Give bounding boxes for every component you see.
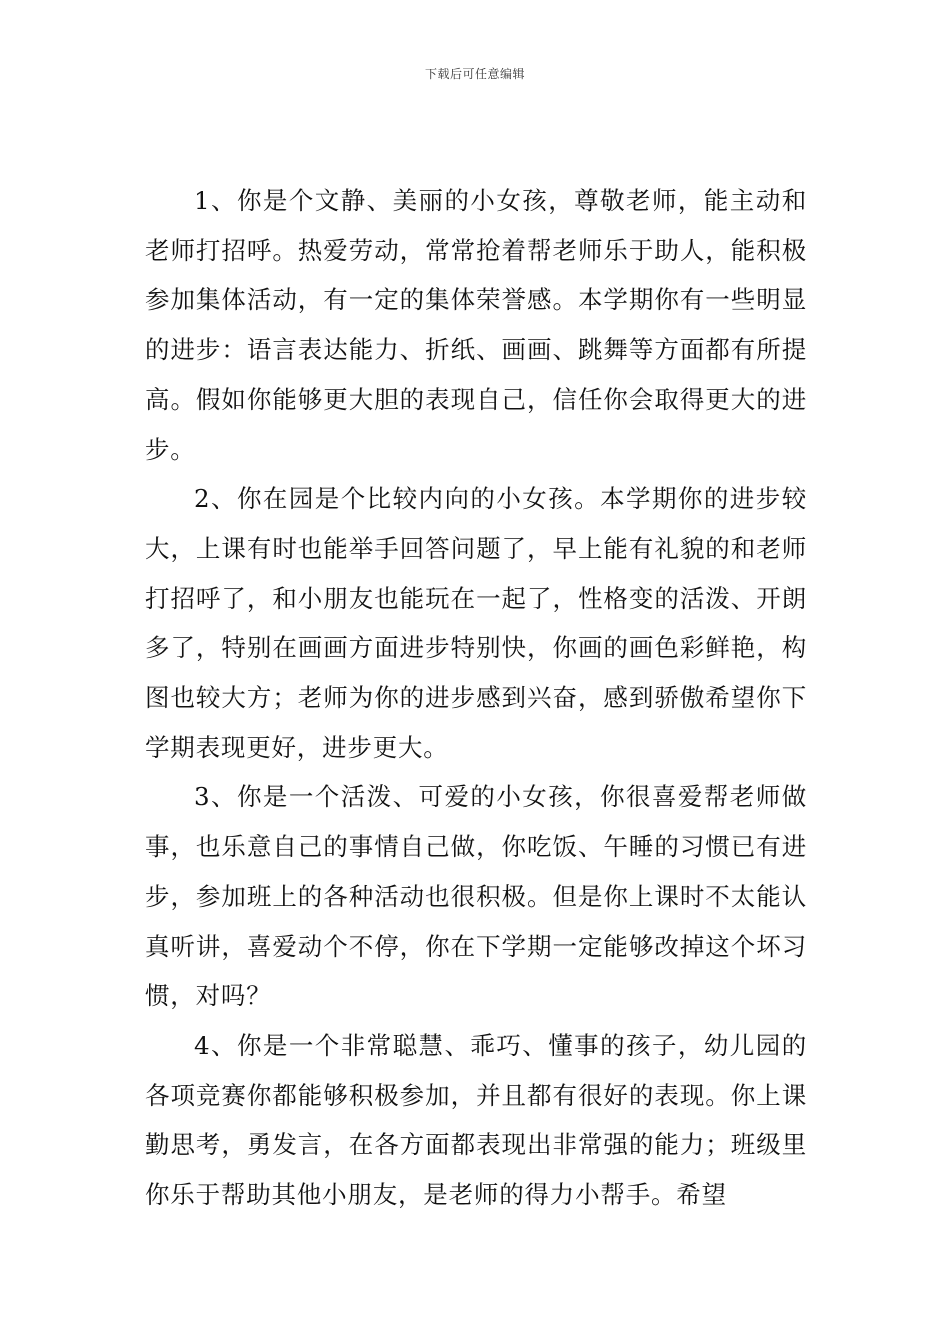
paragraph-4: 4、你是一个非常聪慧、乖巧、懂事的孩子，幼儿园的各项竞赛你都能够积极参加，并且都有很好的表现。你上课勤思考，勇发言，在各方面都表现出非常强的能力；班级里你乐于帮助其他小朋友，是老师的得力小帮手。希望	[145, 1030, 807, 1210]
document-body	[145, 176, 807, 1220]
paragraph-3: 3、你是一个活泼、可爱的小女孩，你很喜爱帮老师做事，也乐意自己的事情自己做，你吃饭、午睡的习惯已有进步，参加班上的各种活动也很积极。但是你上课时不太能认真听讲，喜爱动个不停，你在下学期一定能够改掉这个坏习惯，对吗？	[145, 782, 807, 1011]
page-header-note: 下载后可任意编辑	[424, 67, 525, 81]
paragraph-2: 2、你在园是个比较内向的小女孩。本学期你的进步较大，上课有时也能举手回答问题了，早上能有礼貌的和老师打招呼了，和小朋友也能玩在一起了，性格变的活泼、开朗多了，特别在画画方面进步特别快，你画的画色彩鲜艳，构图也较大方；老师为你的进步感到兴奋，感到骄傲希望你下学期表现更好，进步更大。	[145, 484, 807, 762]
paragraph-1: 1、你是个文静、美丽的小女孩，尊敬老师，能主动和老师打招呼。热爱劳动，常常抢着帮老师乐于助人，能积极参加集体活动，有一定的集体荣誉感。本学期你有一些明显的进步：语言表达能力、折纸、画画、跳舞等方面都有所提高。假如你能够更大胆的表现自己，信任你会取得更大的进步。	[145, 186, 807, 464]
